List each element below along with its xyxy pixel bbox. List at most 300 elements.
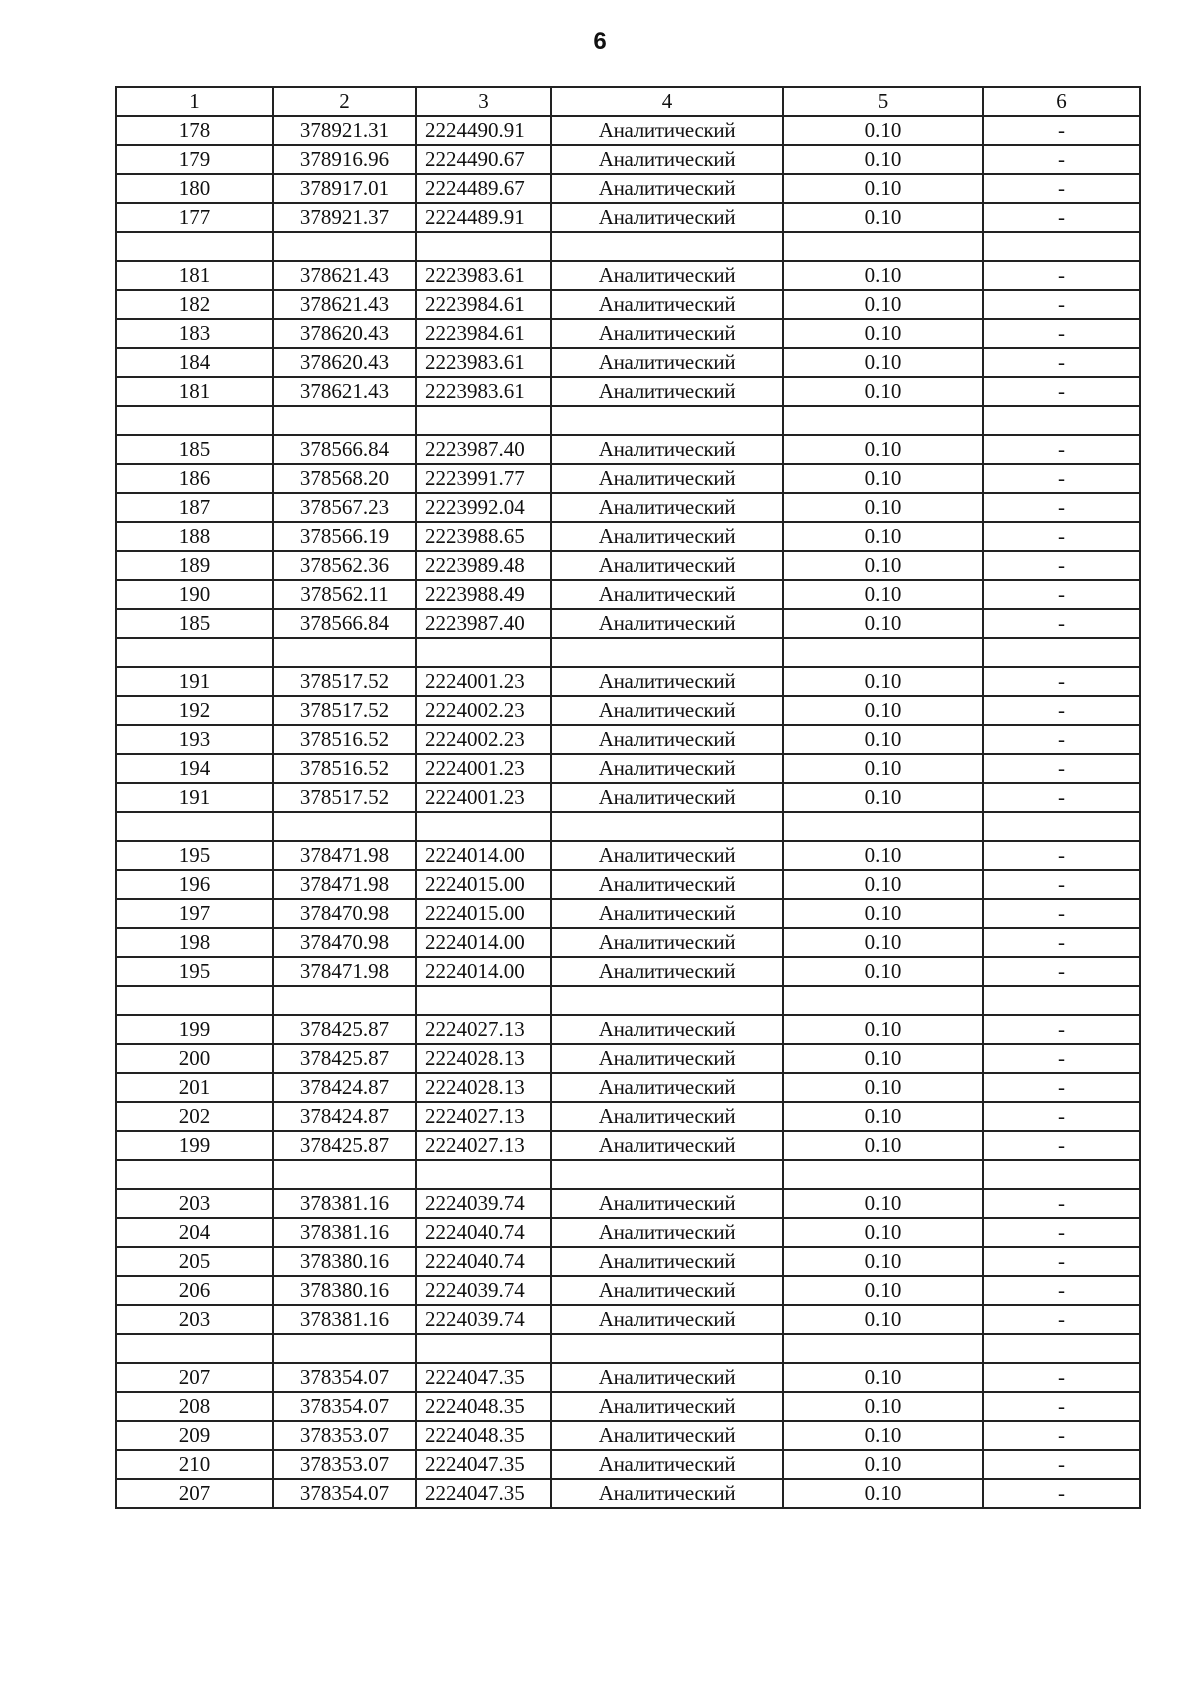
table-cell: 378471.98 — [273, 957, 416, 986]
table-row — [116, 1450, 1140, 1479]
table-row — [116, 783, 1140, 812]
table-cell: 0.10 — [783, 754, 983, 783]
table-cell: 2224047.35 — [416, 1450, 551, 1479]
table-row — [116, 841, 1140, 870]
table-row — [116, 1044, 1140, 1073]
table-cell: - — [983, 1421, 1140, 1450]
table-row — [116, 957, 1140, 986]
table-cell: Аналитический — [551, 464, 783, 493]
table-cell: 2224489.91 — [416, 203, 551, 232]
table-cell: 2224001.23 — [416, 667, 551, 696]
table-cell: 2224001.23 — [416, 783, 551, 812]
table-cell — [116, 1334, 273, 1363]
table-cell: 2224490.67 — [416, 145, 551, 174]
table-cell: 186 — [116, 464, 273, 493]
table-cell — [551, 1334, 783, 1363]
table-cell: 378621.43 — [273, 261, 416, 290]
table-cell: 378381.16 — [273, 1305, 416, 1334]
table-cell: - — [983, 957, 1140, 986]
table-row — [116, 493, 1140, 522]
table-cell: 198 — [116, 928, 273, 957]
table-cell: 208 — [116, 1392, 273, 1421]
table-row — [116, 609, 1140, 638]
table-cell: - — [983, 1218, 1140, 1247]
table-row — [116, 638, 1140, 667]
table-cell: Аналитический — [551, 348, 783, 377]
table-cell: 378621.43 — [273, 290, 416, 319]
table-cell — [416, 1160, 551, 1189]
table-row — [116, 1160, 1140, 1189]
table-cell: - — [983, 1450, 1140, 1479]
table-row — [116, 696, 1140, 725]
table-cell: 0.10 — [783, 1189, 983, 1218]
table-cell: - — [983, 1189, 1140, 1218]
table-cell: Аналитический — [551, 580, 783, 609]
table-cell: - — [983, 377, 1140, 406]
table-cell: 0.10 — [783, 551, 983, 580]
table-cell: 195 — [116, 957, 273, 986]
table-cell: 0.10 — [783, 928, 983, 957]
table-cell — [983, 406, 1140, 435]
table-cell: 0.10 — [783, 667, 983, 696]
table-cell: 2224048.35 — [416, 1392, 551, 1421]
table-row — [116, 725, 1140, 754]
table-cell: 378620.43 — [273, 348, 416, 377]
table-cell: - — [983, 1247, 1140, 1276]
table-cell: 378517.52 — [273, 667, 416, 696]
table-cell: 0.10 — [783, 1102, 983, 1131]
table-cell: - — [983, 174, 1140, 203]
table-cell — [783, 812, 983, 841]
table-cell — [783, 1160, 983, 1189]
table-cell: 2223984.61 — [416, 290, 551, 319]
table-cell: - — [983, 348, 1140, 377]
table-cell: 205 — [116, 1247, 273, 1276]
table-cell: 378566.84 — [273, 609, 416, 638]
table-cell: 2224039.74 — [416, 1189, 551, 1218]
table-row — [116, 116, 1140, 145]
table-cell: - — [983, 1363, 1140, 1392]
table-cell: - — [983, 870, 1140, 899]
table-row — [116, 1015, 1140, 1044]
table-cell — [551, 406, 783, 435]
table-cell: Аналитический — [551, 116, 783, 145]
column-header: 1 — [116, 87, 273, 116]
table-row — [116, 203, 1140, 232]
table-cell: - — [983, 1073, 1140, 1102]
table-cell: 2224002.23 — [416, 725, 551, 754]
table-body — [116, 116, 1140, 1508]
table-cell: - — [983, 464, 1140, 493]
table-row — [116, 145, 1140, 174]
table-cell: 378562.36 — [273, 551, 416, 580]
table-cell — [416, 232, 551, 261]
table-cell — [983, 232, 1140, 261]
table-row — [116, 261, 1140, 290]
table-row — [116, 1218, 1140, 1247]
table-cell: 183 — [116, 319, 273, 348]
table-cell: 2224047.35 — [416, 1479, 551, 1508]
table-cell: 2223983.61 — [416, 377, 551, 406]
table-cell: 378424.87 — [273, 1102, 416, 1131]
table-cell — [273, 406, 416, 435]
table-cell: 190 — [116, 580, 273, 609]
column-header: 5 — [783, 87, 983, 116]
table-cell: Аналитический — [551, 522, 783, 551]
table-cell: 180 — [116, 174, 273, 203]
table-cell: - — [983, 609, 1140, 638]
table-cell: 0.10 — [783, 1247, 983, 1276]
table-cell — [983, 638, 1140, 667]
table-cell: 179 — [116, 145, 273, 174]
table-cell: 378354.07 — [273, 1363, 416, 1392]
table-cell: Аналитический — [551, 696, 783, 725]
table-cell: 200 — [116, 1044, 273, 1073]
table-cell: 206 — [116, 1276, 273, 1305]
table-cell: - — [983, 928, 1140, 957]
table-cell: - — [983, 725, 1140, 754]
table-cell: 0.10 — [783, 1479, 983, 1508]
table-cell: 378470.98 — [273, 899, 416, 928]
table-cell: 0.10 — [783, 1015, 983, 1044]
table-cell: 378354.07 — [273, 1392, 416, 1421]
table-row — [116, 1247, 1140, 1276]
table-cell: 187 — [116, 493, 273, 522]
table-cell: 378568.20 — [273, 464, 416, 493]
table-cell: 193 — [116, 725, 273, 754]
table-cell: 378516.52 — [273, 754, 416, 783]
column-header: 4 — [551, 87, 783, 116]
table-row — [116, 580, 1140, 609]
table-cell: 2224014.00 — [416, 928, 551, 957]
table-cell: 2224027.13 — [416, 1102, 551, 1131]
table-cell: 2224028.13 — [416, 1073, 551, 1102]
table-cell — [273, 812, 416, 841]
table-cell: Аналитический — [551, 754, 783, 783]
table-row — [116, 754, 1140, 783]
table-row — [116, 1392, 1140, 1421]
table-cell: Аналитический — [551, 928, 783, 957]
table-cell: 0.10 — [783, 1218, 983, 1247]
table-cell: 0.10 — [783, 1421, 983, 1450]
table-row — [116, 1334, 1140, 1363]
table-cell — [416, 638, 551, 667]
table-cell: Аналитический — [551, 870, 783, 899]
table-cell — [116, 406, 273, 435]
table-row — [116, 522, 1140, 551]
table-cell: 378566.19 — [273, 522, 416, 551]
table-row — [116, 174, 1140, 203]
table-cell: 378517.52 — [273, 783, 416, 812]
table-cell: 177 — [116, 203, 273, 232]
table-cell: 2224047.35 — [416, 1363, 551, 1392]
table-cell: - — [983, 667, 1140, 696]
table-row — [116, 290, 1140, 319]
table-cell: - — [983, 522, 1140, 551]
table-cell: Аналитический — [551, 1479, 783, 1508]
table-cell: 0.10 — [783, 319, 983, 348]
table-row — [116, 1305, 1140, 1334]
table-cell: 0.10 — [783, 145, 983, 174]
column-header: 6 — [983, 87, 1140, 116]
table-cell: 195 — [116, 841, 273, 870]
table-cell — [116, 232, 273, 261]
table-cell: 0.10 — [783, 290, 983, 319]
table-cell: - — [983, 261, 1140, 290]
table-cell: Аналитический — [551, 1305, 783, 1334]
table-cell: 2224015.00 — [416, 899, 551, 928]
table-cell: 378425.87 — [273, 1015, 416, 1044]
table-cell: Аналитический — [551, 203, 783, 232]
table-cell: 196 — [116, 870, 273, 899]
table-cell: 2223984.61 — [416, 319, 551, 348]
table-cell — [983, 1334, 1140, 1363]
table-cell: 378353.07 — [273, 1450, 416, 1479]
table-cell: 2223987.40 — [416, 609, 551, 638]
table-cell: 0.10 — [783, 1305, 983, 1334]
table-cell: 2224040.74 — [416, 1218, 551, 1247]
table-cell: 378425.87 — [273, 1044, 416, 1073]
table-cell: 2223988.49 — [416, 580, 551, 609]
table-cell: 378470.98 — [273, 928, 416, 957]
table-cell — [783, 406, 983, 435]
table-cell: Аналитический — [551, 1392, 783, 1421]
table-cell: Аналитический — [551, 319, 783, 348]
table-row — [116, 377, 1140, 406]
table-row — [116, 1363, 1140, 1392]
table-cell: 2223989.48 — [416, 551, 551, 580]
table-cell: 0.10 — [783, 1363, 983, 1392]
table-cell — [783, 1334, 983, 1363]
table-row — [116, 1073, 1140, 1102]
table-cell: Аналитический — [551, 377, 783, 406]
table-cell: 378566.84 — [273, 435, 416, 464]
coordinates-table — [115, 86, 1141, 1509]
table-cell: 2224027.13 — [416, 1015, 551, 1044]
table-cell: Аналитический — [551, 957, 783, 986]
table-cell: 378471.98 — [273, 870, 416, 899]
table-cell: 191 — [116, 783, 273, 812]
table-cell: Аналитический — [551, 1363, 783, 1392]
table-cell: Аналитический — [551, 783, 783, 812]
table-cell: - — [983, 493, 1140, 522]
table-cell: - — [983, 116, 1140, 145]
table-cell: - — [983, 1102, 1140, 1131]
table-cell: 0.10 — [783, 609, 983, 638]
table-cell: 207 — [116, 1363, 273, 1392]
table-cell: 378620.43 — [273, 319, 416, 348]
table-cell — [273, 1160, 416, 1189]
table-cell: Аналитический — [551, 841, 783, 870]
table-cell: 182 — [116, 290, 273, 319]
table-cell: 2223987.40 — [416, 435, 551, 464]
table-row — [116, 1276, 1140, 1305]
table-cell: 0.10 — [783, 377, 983, 406]
column-header: 2 — [273, 87, 416, 116]
table-cell — [551, 986, 783, 1015]
table-row — [116, 232, 1140, 261]
table-cell: 378921.37 — [273, 203, 416, 232]
table-cell: 191 — [116, 667, 273, 696]
table-cell: 378567.23 — [273, 493, 416, 522]
table-cell: 209 — [116, 1421, 273, 1450]
table-cell: 378517.52 — [273, 696, 416, 725]
table-cell: Аналитический — [551, 899, 783, 928]
table-cell: 2224039.74 — [416, 1305, 551, 1334]
table-cell — [783, 638, 983, 667]
table-cell — [983, 812, 1140, 841]
table-row — [116, 348, 1140, 377]
table-cell: Аналитический — [551, 174, 783, 203]
table-cell: Аналитический — [551, 1044, 783, 1073]
table-cell: 378916.96 — [273, 145, 416, 174]
table-cell: 0.10 — [783, 522, 983, 551]
table-cell: 378381.16 — [273, 1218, 416, 1247]
table-cell: 378380.16 — [273, 1247, 416, 1276]
table-cell: 0.10 — [783, 957, 983, 986]
table-cell: Аналитический — [551, 1015, 783, 1044]
table-cell: Аналитический — [551, 1450, 783, 1479]
table-cell: Аналитический — [551, 493, 783, 522]
table-cell: 0.10 — [783, 493, 983, 522]
table-row — [116, 899, 1140, 928]
header-row — [116, 87, 1140, 116]
table-cell: - — [983, 783, 1140, 812]
table-cell: 185 — [116, 609, 273, 638]
table-cell: 378424.87 — [273, 1073, 416, 1102]
table-cell: 0.10 — [783, 261, 983, 290]
table-cell: 2224015.00 — [416, 870, 551, 899]
table-cell: 378354.07 — [273, 1479, 416, 1508]
table-cell: Аналитический — [551, 1218, 783, 1247]
table-cell: Аналитический — [551, 1276, 783, 1305]
page-number: 6 — [593, 28, 607, 55]
table-cell: - — [983, 1276, 1140, 1305]
table-cell: 0.10 — [783, 899, 983, 928]
table-cell: 2224039.74 — [416, 1276, 551, 1305]
table-cell: Аналитический — [551, 667, 783, 696]
table-cell: 2224027.13 — [416, 1131, 551, 1160]
table-cell: Аналитический — [551, 1247, 783, 1276]
table-cell: 0.10 — [783, 1276, 983, 1305]
table-cell — [783, 986, 983, 1015]
table-cell: Аналитический — [551, 145, 783, 174]
table-row — [116, 986, 1140, 1015]
table-row — [116, 435, 1140, 464]
table-cell: 207 — [116, 1479, 273, 1508]
table-cell: Аналитический — [551, 725, 783, 754]
table-cell: - — [983, 899, 1140, 928]
table-row — [116, 464, 1140, 493]
table-cell — [551, 638, 783, 667]
table-cell: - — [983, 319, 1140, 348]
table-cell: Аналитический — [551, 261, 783, 290]
table-cell: 0.10 — [783, 1044, 983, 1073]
table-cell: 0.10 — [783, 841, 983, 870]
table-cell: 0.10 — [783, 1392, 983, 1421]
table-cell: Аналитический — [551, 1102, 783, 1131]
table-cell: - — [983, 1044, 1140, 1073]
table-cell — [273, 1334, 416, 1363]
table-cell: 378471.98 — [273, 841, 416, 870]
table-cell: 202 — [116, 1102, 273, 1131]
table-cell — [273, 986, 416, 1015]
table-cell — [116, 1160, 273, 1189]
table-cell: 0.10 — [783, 1073, 983, 1102]
table-cell: - — [983, 841, 1140, 870]
table-cell: - — [983, 696, 1140, 725]
table-cell: 0.10 — [783, 116, 983, 145]
table-cell: - — [983, 1015, 1140, 1044]
table-cell: 204 — [116, 1218, 273, 1247]
table-row — [116, 1421, 1140, 1450]
table-cell: 184 — [116, 348, 273, 377]
table-row — [116, 667, 1140, 696]
table-cell: 199 — [116, 1015, 273, 1044]
table-cell — [273, 232, 416, 261]
table-cell — [783, 232, 983, 261]
table-cell: 199 — [116, 1131, 273, 1160]
table-cell: - — [983, 1131, 1140, 1160]
table-cell: 378917.01 — [273, 174, 416, 203]
table-row — [116, 1189, 1140, 1218]
table-cell: 0.10 — [783, 203, 983, 232]
table-cell: 0.10 — [783, 348, 983, 377]
table-cell: - — [983, 551, 1140, 580]
table-cell — [116, 812, 273, 841]
table-row — [116, 406, 1140, 435]
table-row — [116, 1131, 1140, 1160]
table-cell: 0.10 — [783, 435, 983, 464]
table-cell — [551, 812, 783, 841]
table-cell: 197 — [116, 899, 273, 928]
table-cell — [116, 986, 273, 1015]
table-cell: 178 — [116, 116, 273, 145]
table-cell — [416, 812, 551, 841]
table-cell: 203 — [116, 1305, 273, 1334]
table-cell: - — [983, 203, 1140, 232]
table-cell: 0.10 — [783, 464, 983, 493]
table-cell: 0.10 — [783, 580, 983, 609]
table-cell: Аналитический — [551, 435, 783, 464]
table-cell: 378353.07 — [273, 1421, 416, 1450]
table-row — [116, 319, 1140, 348]
table-cell: 378516.52 — [273, 725, 416, 754]
table-cell: - — [983, 1392, 1140, 1421]
table-cell: 2224040.74 — [416, 1247, 551, 1276]
table-row — [116, 1102, 1140, 1131]
table-cell: 203 — [116, 1189, 273, 1218]
table-cell — [273, 638, 416, 667]
table-cell: 2224001.23 — [416, 754, 551, 783]
table-cell: 210 — [116, 1450, 273, 1479]
table-cell — [983, 986, 1140, 1015]
table-cell: Аналитический — [551, 1421, 783, 1450]
table-cell: Аналитический — [551, 290, 783, 319]
table-cell: Аналитический — [551, 551, 783, 580]
table-cell: - — [983, 290, 1140, 319]
table-cell: 378921.31 — [273, 116, 416, 145]
table-row — [116, 1479, 1140, 1508]
table-cell — [551, 232, 783, 261]
table-cell: - — [983, 1305, 1140, 1334]
table-cell: 2223992.04 — [416, 493, 551, 522]
table-cell: 2223991.77 — [416, 464, 551, 493]
table-cell: 2223983.61 — [416, 261, 551, 290]
table-cell: 2224028.13 — [416, 1044, 551, 1073]
table-cell: 181 — [116, 377, 273, 406]
table-cell: 181 — [116, 261, 273, 290]
